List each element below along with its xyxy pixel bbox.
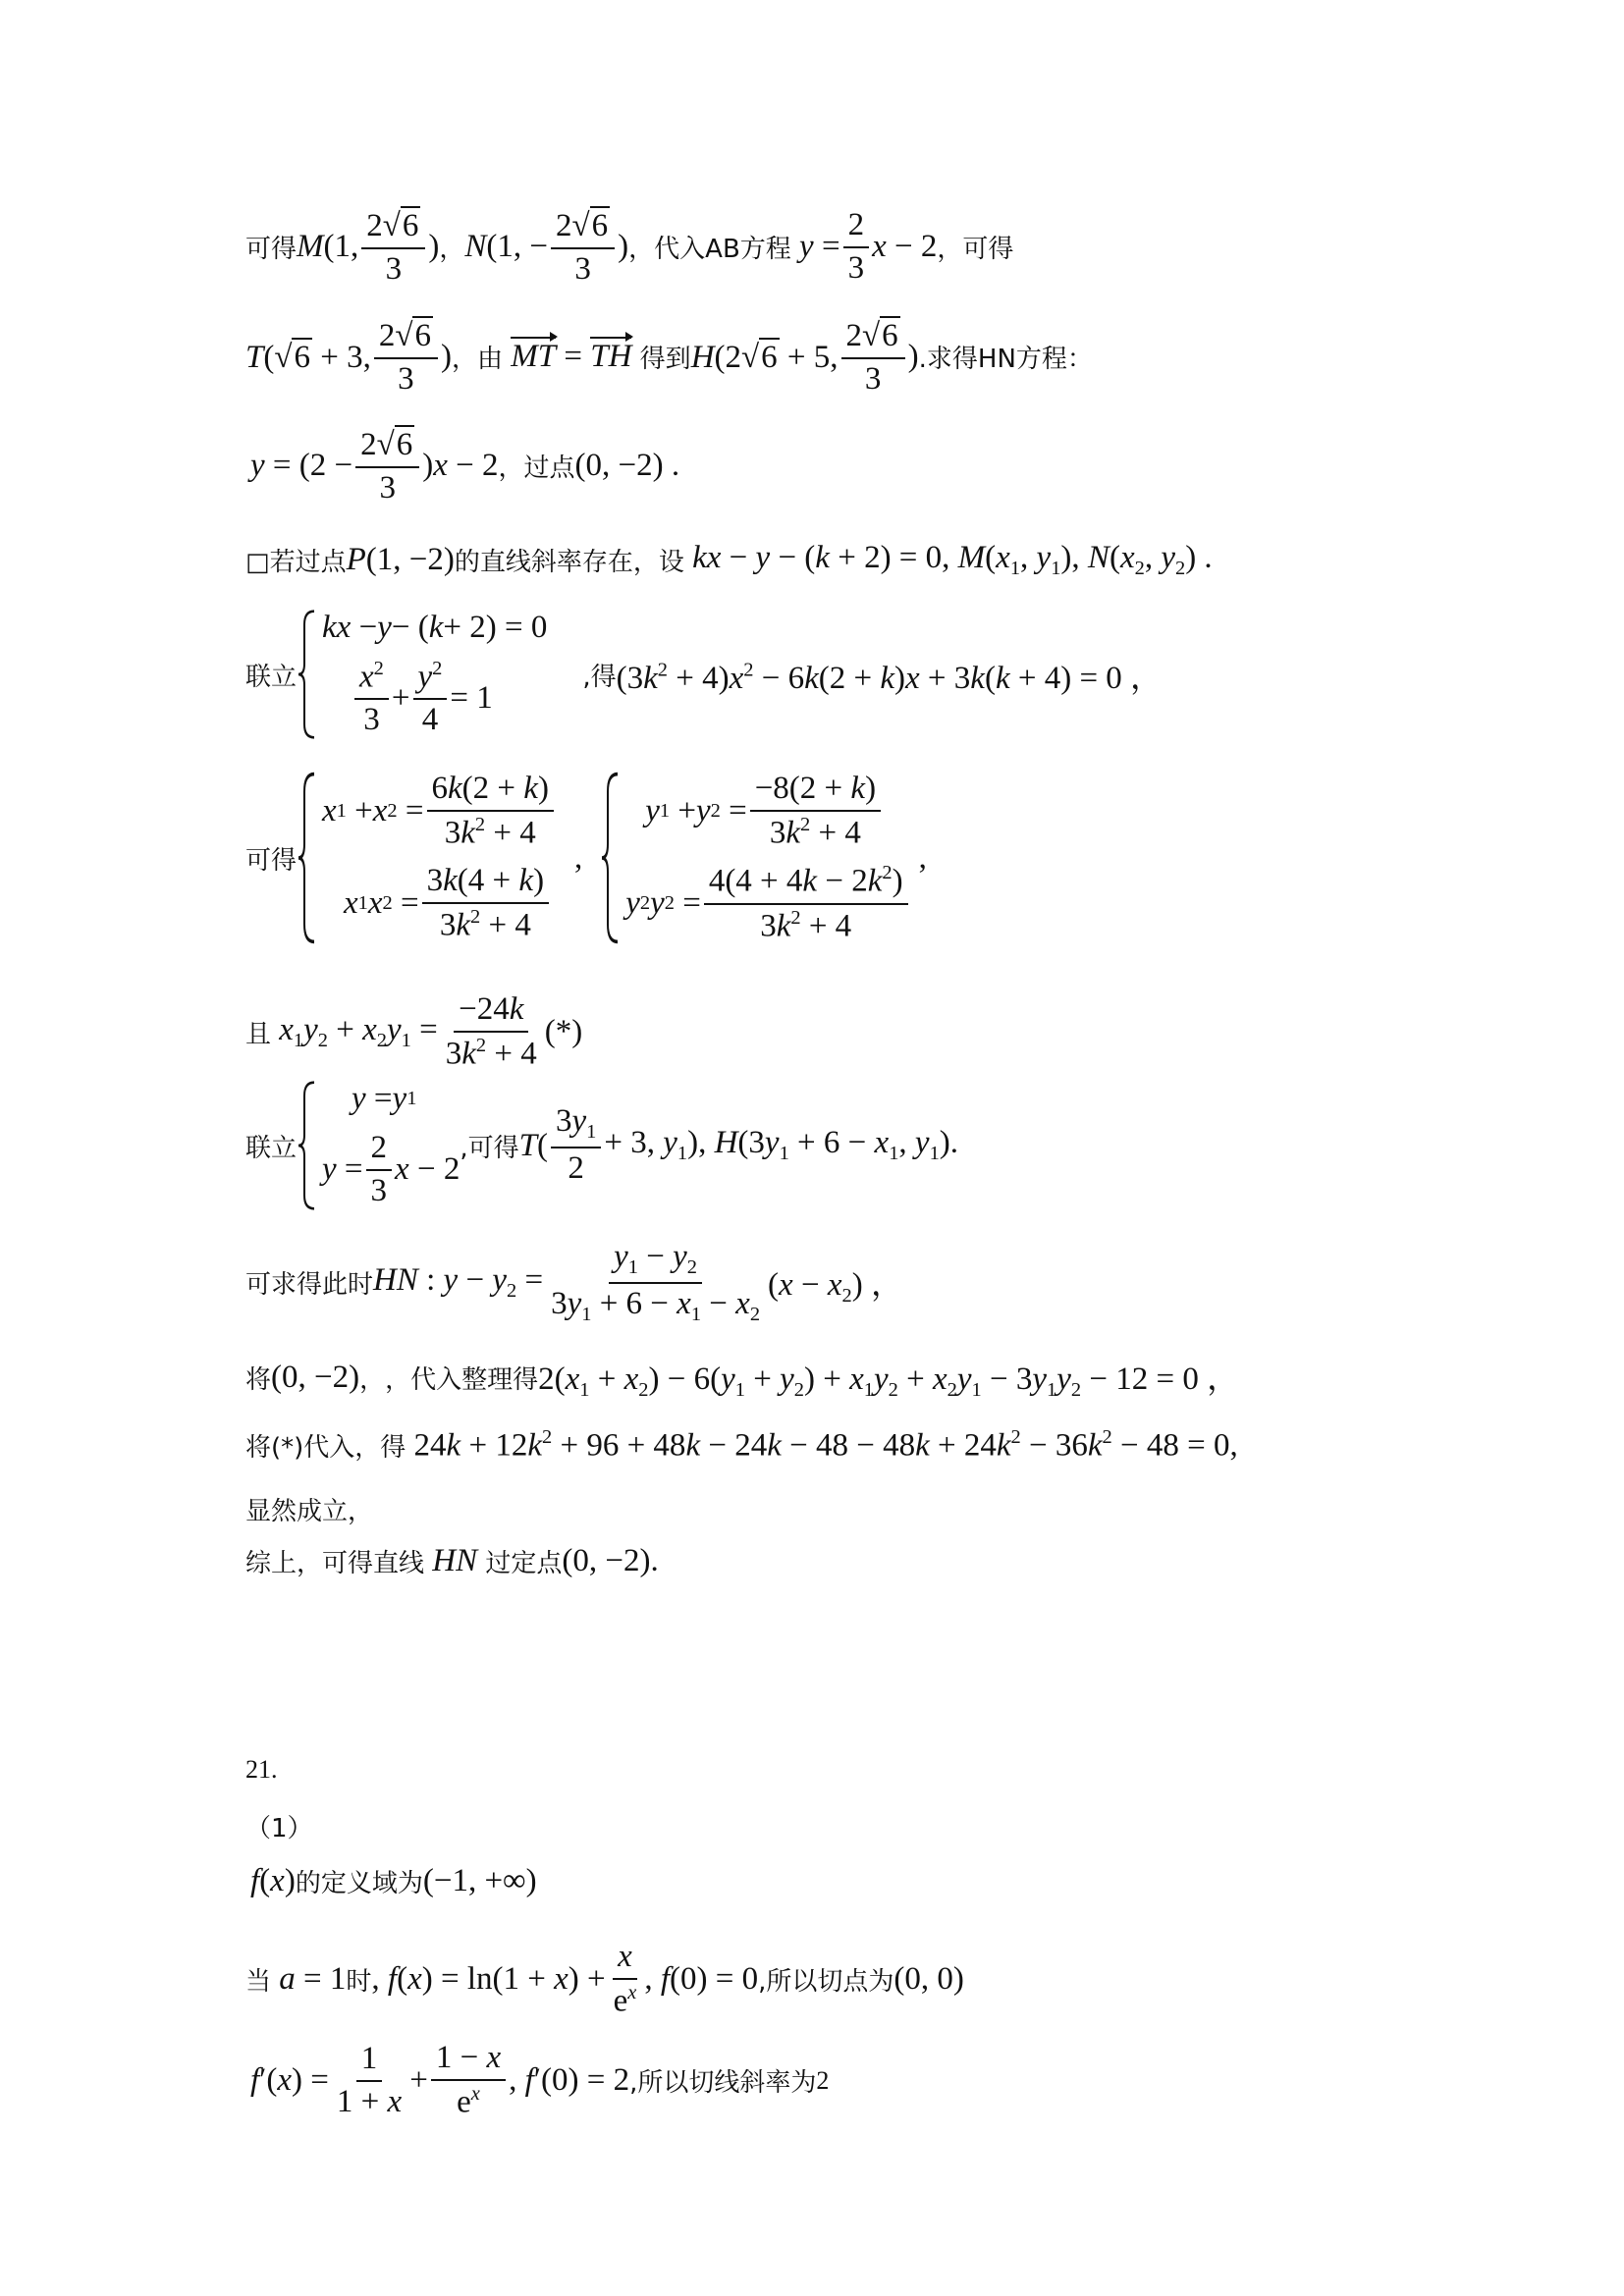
left-brace (297, 609, 318, 740)
line-1: 可得 M(1, 2 √ 6 3 ) ， N(1, − 2 √ 6 3 ) ， 代入AB方程 y = $\frac{2}{3}$ x − 2 ，可得 (245, 207, 1014, 287)
line-9: 可求得此时 HN : $y - y_2$ = $\frac{y_1 - y_2}{3y_1 + 6 - x_1 - x_2}$ $(x - x_2)$ ， (245, 1239, 903, 1325)
line-5-system: 联立 kx − y − ( k + 2) = 0 $\frac{x^2}{3}$ + $\frac{y^2}{4}$ = 1 ,得 $(3k^2 + 4)x^2 - 6k(2 + k)x + 3k(k + 4) = 0$ ， (245, 609, 1163, 740)
line-6-systems: 可得 x 1 + x 2 = $\frac{6k(2 + k)}{3k^2 + 4}$ x 1 x 2 = $\frac{3k(4 + k)}{3k^2 + 4}$ , y 1 + y 2 = $\frac{-8(2 + k)}{3k^2 + 4}$ y 2 y 2 = $\frac{4(4 + 4k - 2k^2)}{3k^2 + 4}$ , (245, 771, 927, 943)
line-18: f′(x) = $\frac{1}{1 + x}$ + $\frac{1 - x}{e^x}$ , f′(0) = 2 ,所以切线斜率为 2 (250, 2040, 830, 2120)
line-12: 显然成立， (245, 1497, 374, 1526)
line-10: 将 (0, −2) ， ，代入整理得 $2(x_1 + x_2) - 6(y_1 + y_2) + x_1y_2 + x_2y_1 - 3y_1y_2 - 12 = 0$ ， (245, 1359, 1240, 1402)
problem-number: 21. (245, 1755, 278, 1784)
line-3: y = (2 − 2 √ 6 3 )x − 2 ，过点 (0, −2) . (250, 427, 680, 506)
text-kede: 可得 (245, 235, 298, 265)
line-17: 当 a = 1 时 , f(x) = ln(1 + x) + $\frac{x}{e^x}$ , f(0) = 0 ,所以切点为 (0, 0) (245, 1939, 964, 2019)
frac-2sqrt6-3: 2 √ 6 3 (361, 206, 425, 289)
text-dairu-ab: 代入AB方程 (654, 235, 791, 265)
line-2: T( √ 6 + 3, 2 √ 6 3 ) ， 由 MT = TH 得到 H(2 √ 6 + 5, 2 √ 6 3 ) .求得HN方程： (245, 318, 1093, 397)
line-16: f(x) 的定义域为 (−1, +∞) (250, 1863, 537, 1898)
line-13: 综上，可得直线 HN 过定点 (0, −2). (245, 1543, 659, 1578)
line-8-system: 联立 y = y 1 y = $\frac{2}{3}$ x − 2 ,可得 T( $\frac{3y_1}{2}$ + 3, $y_1$), $H(3y_1 + 6 - x_1$, $y_1$). (245, 1081, 959, 1208)
line-4: □若过点 P(1, −2) 的直线斜率存在，设 kx − y − (k + 2) = 0, $M(x_1$, $y_1$), $N(x_2$, $y_2$) . (245, 540, 1213, 580)
part-label: （1） (245, 1814, 313, 1843)
line-11: 将(*)代入，得 $24k + 12k^2 + 96 + 48k - 24k - 48 - 48k + 24k^2 - 36k^2 - 48 = 0$, (245, 1426, 1238, 1464)
math-N: N(1, − (464, 229, 549, 265)
math-M: M(1, (297, 229, 359, 265)
line-7: 且 $x_1y_2 + x_2y_1$ = $\frac{-24k}{3k^2 + 4}$ (*) (245, 991, 583, 1072)
vector-MT-TH: MT = TH (511, 339, 632, 375)
